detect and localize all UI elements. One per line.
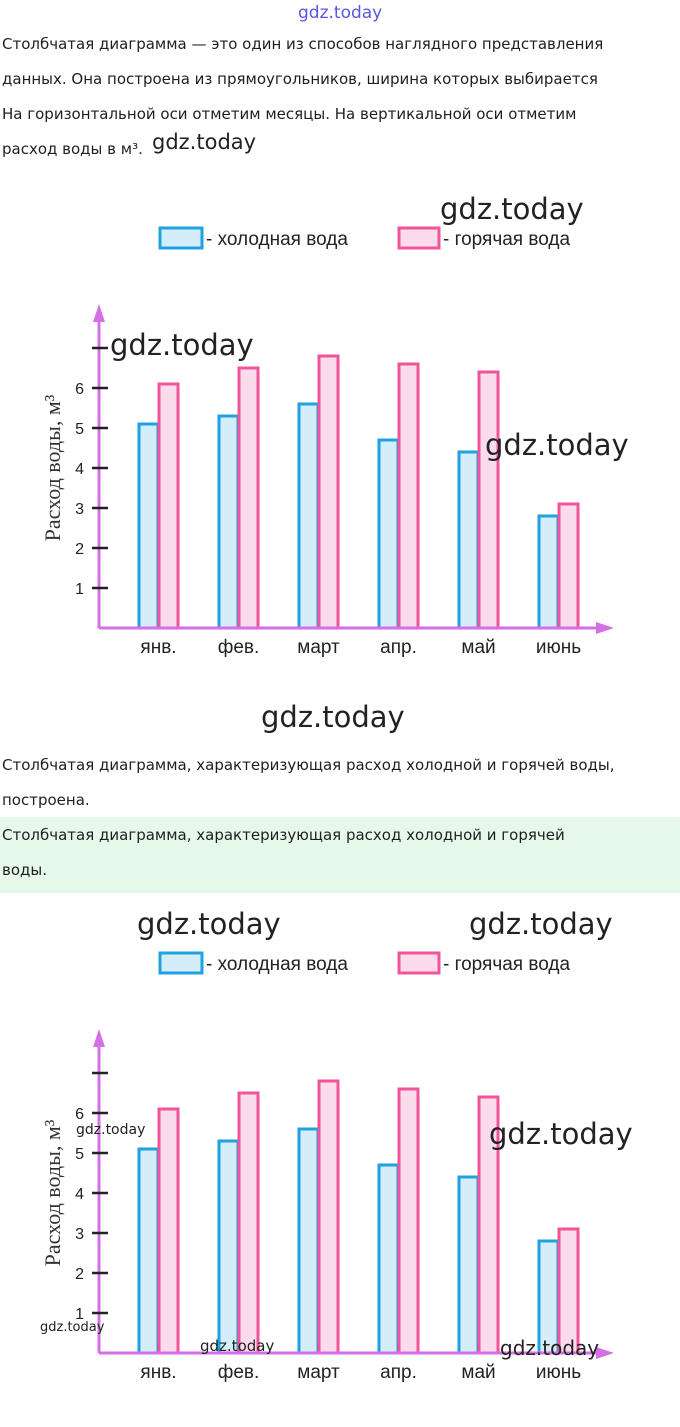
x-tick-label: фев.: [217, 1362, 260, 1383]
y-axis-arrow: [93, 1029, 105, 1047]
y-tick-label: 3: [75, 1226, 84, 1243]
y-tick-label: 2: [75, 1266, 84, 1283]
watermark: gdz.today: [76, 1122, 146, 1138]
bar-cold-1: [219, 416, 238, 628]
legend-swatch-hot: [399, 228, 439, 248]
bar-cold-3: [379, 440, 398, 628]
watermark: gdz.today: [489, 1117, 633, 1151]
intro-line: Столбчатая диаграмма — это один из способов наглядного представления: [2, 35, 604, 53]
watermark: gdz.today: [40, 1320, 105, 1335]
result-line: Столбчатая диаграмма, характеризующая расход холодной и горячей воды,: [2, 756, 615, 774]
bar-hot-1: [239, 368, 258, 628]
x-tick-label: март: [297, 637, 340, 658]
y-tick-label: 6: [75, 1106, 84, 1123]
bar-cold-5: [539, 516, 558, 628]
x-tick-label: янв.: [140, 637, 177, 658]
x-tick-label: май: [461, 1362, 496, 1383]
x-axis-arrow: [596, 622, 614, 634]
intro-paragraph: [0, 27, 680, 167]
y-tick-label: 4: [75, 461, 84, 478]
bar-cold-4: [459, 1177, 478, 1353]
y-tick-label: 3: [75, 501, 84, 518]
answer-line: воды.: [2, 861, 47, 879]
y-axis-label: Расход воды, м³: [40, 394, 65, 542]
legend-label-hot: - горячая вода: [443, 954, 571, 975]
answer-line: Столбчатая диаграмма, характеризующая расход холодной и горячей: [2, 826, 565, 844]
legend-swatch-cold: [160, 953, 202, 973]
bar-hot-1: [239, 1093, 258, 1353]
watermark: gdz.today: [500, 1336, 600, 1360]
legend-label-cold: - холодная вода: [206, 229, 348, 250]
watermark: gdz.today: [485, 428, 629, 462]
x-tick-label: май: [461, 637, 496, 658]
watermark: gdz.today: [469, 907, 613, 941]
watermark: gdz.today: [298, 3, 383, 23]
result-paragraph: [0, 748, 680, 818]
bar-cold-3: [379, 1165, 398, 1353]
intro-line: На горизонтальной оси отметим месяцы. На вертикальной оси отметим: [2, 105, 577, 123]
y-axis-label: Расход воды, м³: [40, 1119, 65, 1267]
bar-cold-2: [299, 404, 318, 628]
x-tick-label: июнь: [535, 637, 582, 658]
bar-hot-3: [399, 364, 418, 628]
watermark: gdz.today: [440, 192, 584, 226]
legend-swatch-cold: [160, 228, 202, 248]
y-tick-label: 5: [75, 421, 84, 438]
watermark: gdz.today: [110, 328, 254, 362]
bar-hot-2: [319, 1081, 338, 1353]
bar-cold-2: [299, 1129, 318, 1353]
y-tick-label: 5: [75, 1146, 84, 1163]
result-line: построена.: [2, 791, 90, 809]
x-tick-label: янв.: [140, 1362, 177, 1383]
x-tick-label: июнь: [535, 1362, 582, 1383]
intro-line: данных. Она построена из прямоугольников, ширина которых выбирается: [2, 70, 598, 88]
x-tick-label: март: [297, 1362, 340, 1383]
bar-cold-0: [139, 424, 158, 628]
bar-cold-1: [219, 1141, 238, 1353]
legend-label-cold: - холодная вода: [206, 954, 348, 975]
bar-hot-4: [479, 372, 498, 628]
y-axis-arrow: [93, 304, 105, 322]
legend-label-hot: - горячая вода: [443, 229, 571, 250]
bar-hot-0: [159, 1109, 178, 1353]
bar-hot-0: [159, 384, 178, 628]
watermark: gdz.today: [200, 1337, 275, 1355]
bar-hot-3: [399, 1089, 418, 1353]
y-tick-label: 1: [75, 1306, 84, 1323]
y-tick-label: 2: [75, 541, 84, 558]
watermark: gdz.today: [261, 700, 405, 734]
intro-line: расход воды в м³.: [2, 140, 143, 158]
y-tick-label: 6: [75, 381, 84, 398]
watermark: gdz.today: [137, 907, 281, 941]
bar-cold-4: [459, 452, 478, 628]
bar-hot-2: [319, 356, 338, 628]
x-tick-label: апр.: [380, 1362, 417, 1383]
answer-paragraph: [0, 818, 680, 888]
x-tick-label: фев.: [217, 637, 260, 658]
bar-hot-5: [559, 1229, 578, 1353]
bar-cold-0: [139, 1149, 158, 1353]
bar-hot-5: [559, 504, 578, 628]
watermark: gdz.today: [152, 130, 257, 154]
y-tick-label: 1: [75, 581, 84, 598]
y-tick-label: 4: [75, 1186, 84, 1203]
x-tick-label: апр.: [380, 637, 417, 658]
legend-swatch-hot: [399, 953, 439, 973]
